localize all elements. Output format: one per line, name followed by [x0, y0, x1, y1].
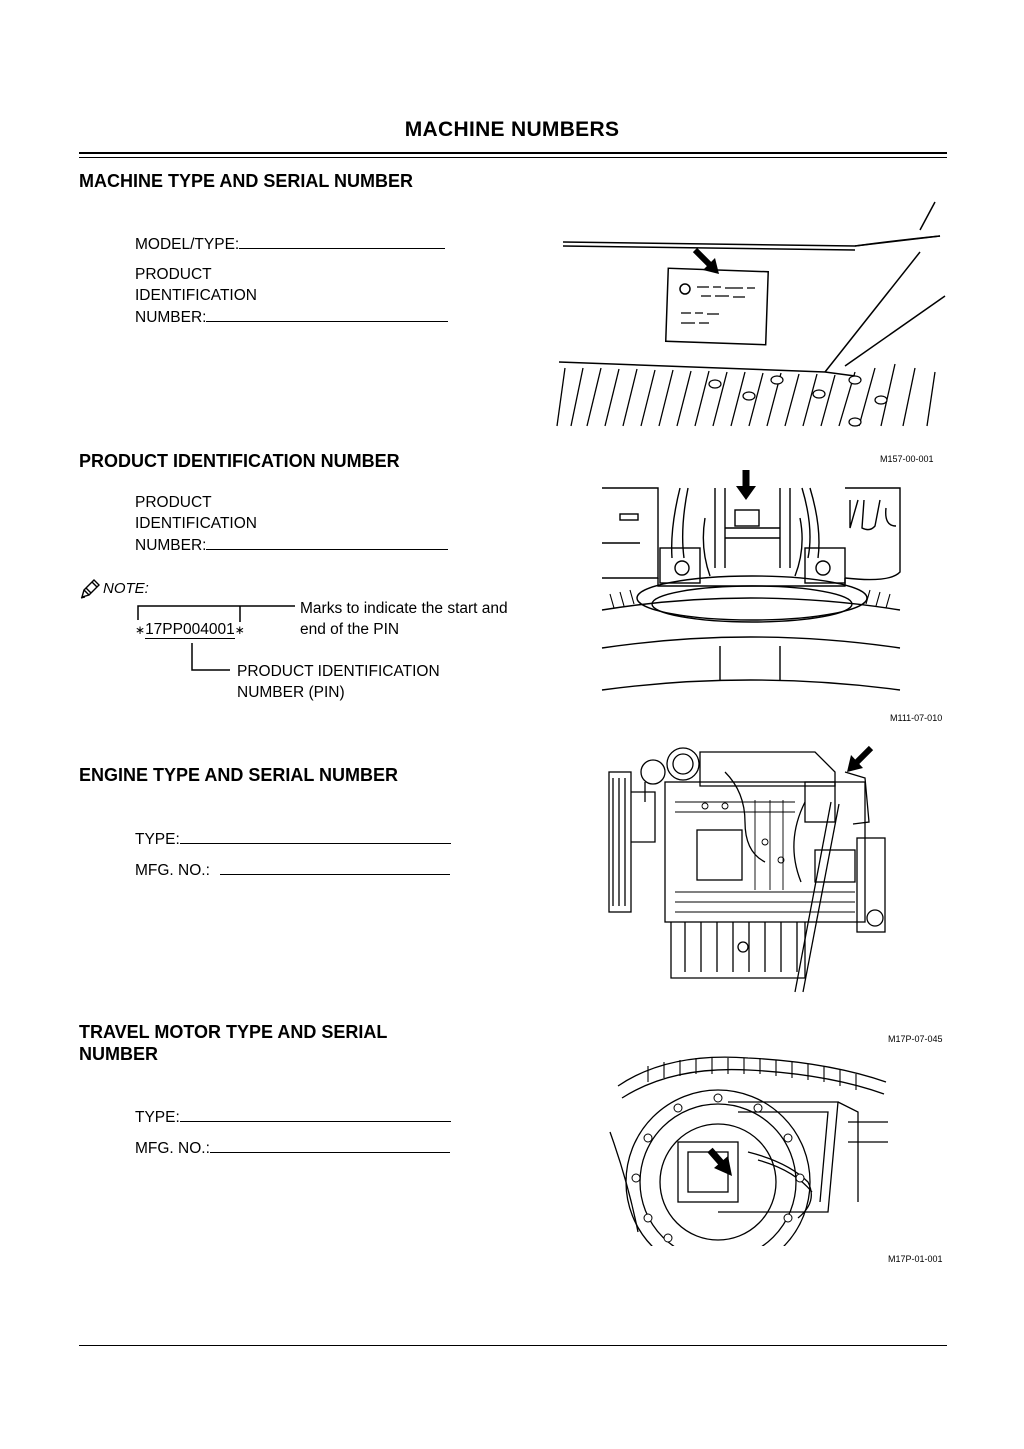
travel-heading-line-1: TRAVEL MOTOR TYPE AND SERIAL [79, 1022, 388, 1042]
pin-label-line-1: PRODUCT [135, 494, 212, 511]
travel-type-label: TYPE: [135, 1109, 180, 1126]
marks-explanation [300, 598, 508, 640]
marks-line-1: Marks to indicate the start and [300, 600, 508, 617]
figure-code-3: M17P-07-045 [888, 1034, 943, 1044]
travel-heading-line-2: NUMBER [79, 1044, 158, 1064]
engine-mfg-blank [220, 859, 450, 875]
pin-label-line-2: IDENTIFICATION [135, 287, 257, 304]
travel-type-field [135, 1106, 451, 1128]
pin-explanation [237, 661, 440, 703]
pin-explanation-line-1: PRODUCT IDENTIFICATION [237, 663, 440, 680]
engine-type-blank [180, 828, 451, 844]
pin-label-line-3: NUMBER: [135, 309, 207, 326]
pin-label-line-2: IDENTIFICATION [135, 515, 257, 532]
engine-type-label: TYPE: [135, 831, 180, 848]
model-type-field [135, 233, 445, 255]
machine-pin-field [135, 264, 448, 328]
travel-mfg-blank [210, 1137, 450, 1153]
engine-mfg-field [135, 859, 450, 881]
pin-label-line-1: PRODUCT [135, 266, 212, 283]
section-heading-travel-motor [79, 1021, 387, 1065]
title-rule-thick [79, 152, 947, 154]
pin-start-marker: ∗ [135, 623, 146, 637]
pointer-arrow-icon [710, 1150, 732, 1176]
pin-example-value: 17PP004001 [145, 621, 235, 638]
title-rule-thin [79, 157, 947, 158]
figure-code-1: M157-00-001 [880, 454, 934, 464]
machine-plate-figure [555, 200, 947, 430]
pointer-arrow-icon [736, 470, 756, 500]
engine-mfg-label: MFG. NO.: [135, 862, 210, 879]
pin-end-marker: ∗ [234, 623, 245, 637]
footer-rule [79, 1345, 947, 1346]
model-type-blank [239, 233, 445, 249]
engine-type-field [135, 828, 451, 850]
pencil-note-icon [79, 578, 101, 600]
figure-code-2: M111-07-010 [890, 713, 943, 723]
pin-explanation-line-2: NUMBER (PIN) [237, 684, 345, 701]
note-label: NOTE: [103, 580, 149, 597]
marks-line-2: end of the PIN [300, 621, 400, 638]
model-type-label: MODEL/TYPE: [135, 236, 240, 253]
travel-motor-figure [608, 1042, 890, 1246]
section-heading-engine: ENGINE TYPE AND SERIAL NUMBER [79, 765, 399, 785]
pointer-arrow-icon [847, 748, 871, 772]
pin-blank [206, 534, 448, 550]
pointer-arrow-icon [695, 250, 719, 274]
travel-type-blank [180, 1106, 451, 1122]
pin-field [135, 492, 448, 556]
section-heading-pin: PRODUCT IDENTIFICATION NUMBER [79, 451, 400, 471]
section-heading-machine-type: MACHINE TYPE AND SERIAL NUMBER [79, 171, 414, 191]
pin-label-line-3: NUMBER: [135, 537, 207, 554]
figure-code-4: M17P-01-001 [888, 1254, 943, 1264]
pin-example [135, 621, 245, 639]
travel-mfg-label: MFG. NO.: [135, 1140, 210, 1157]
engine-figure [605, 742, 905, 1014]
machine-pin-blank [206, 306, 448, 322]
machine-front-figure [600, 468, 905, 700]
travel-mfg-field [135, 1137, 450, 1159]
page-title: MACHINE NUMBERS [404, 118, 620, 141]
